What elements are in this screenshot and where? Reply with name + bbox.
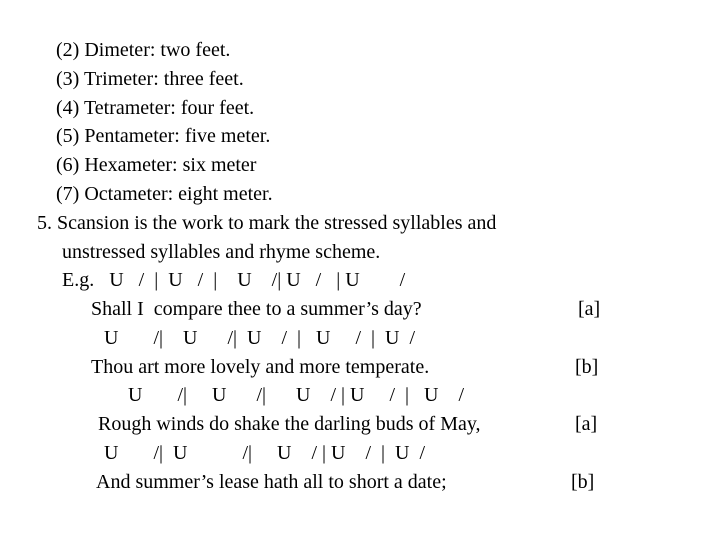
meter-item-trimeter: (3) Trimeter: three feet. [56, 68, 244, 90]
scansion-definition-line2: unstressed syllables and rhyme scheme. [62, 241, 381, 263]
meter-item-pentameter: (5) Pentameter: five meter. [56, 125, 271, 147]
stress-marks-line-3: U /| U /| U / | U / | U / [104, 442, 426, 464]
scansion-definition-line1: 5. Scansion is the work to mark the stressed syllables and [37, 212, 497, 234]
rhyme-label-1: [a] [578, 298, 601, 320]
stress-marks-line-2: U /| U /| U / | U / | U / [128, 384, 465, 406]
meter-item-hexameter: (6) Hexameter: six meter [56, 154, 257, 176]
rhyme-label-3: [a] [575, 413, 598, 435]
verse-line-2: Thou art more lovely and more temperate. [91, 356, 430, 378]
meter-item-tetrameter: (4) Tetrameter: four feet. [56, 97, 255, 119]
rhyme-label-4: [b] [571, 471, 595, 493]
verse-line-3: Rough winds do shake the darling buds of May, [98, 413, 481, 435]
meter-item-dimeter: (2) Dimeter: two feet. [56, 39, 231, 61]
verse-line-4: And summer’s lease hath all to short a date; [96, 471, 447, 493]
stress-marks-line-1: U /| U /| U / | U / | U / [104, 327, 416, 349]
rhyme-label-2: [b] [575, 356, 599, 378]
verse-line-1: Shall I compare thee to a summer’s day? [91, 298, 422, 320]
meter-item-octameter: (7) Octameter: eight meter. [56, 183, 273, 205]
eg-stress-marks: E.g. U / | U / | U /| U / | U / [62, 269, 406, 291]
